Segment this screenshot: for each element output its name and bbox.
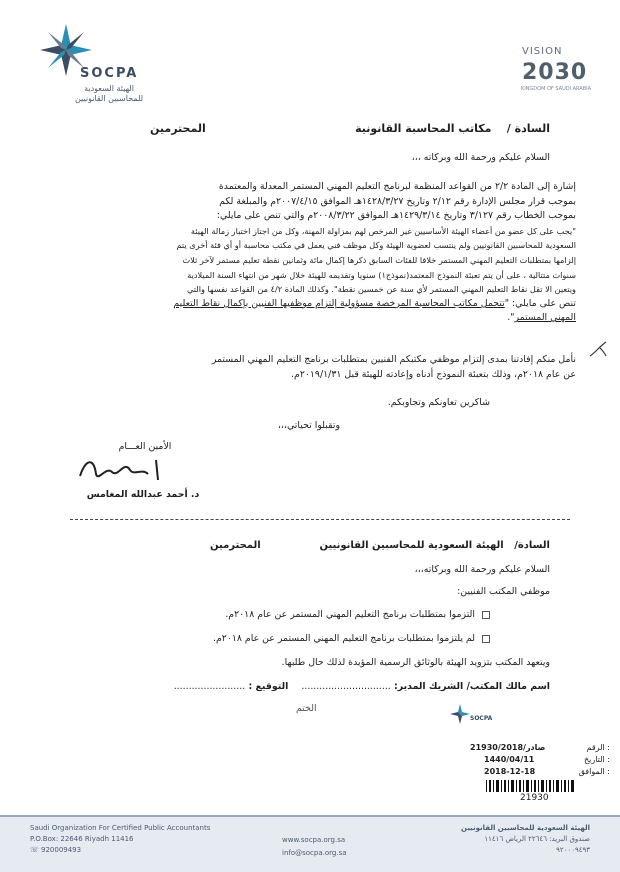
paragraph-line: [76, 311, 576, 326]
footer-org-ar: الهيئة السعودية للمحاسبين القانونيين: [461, 824, 590, 832]
form-option-not-complied: [70, 632, 490, 647]
letter-paragraph-1: [76, 180, 576, 326]
vision-subtitle: KINGDOM OF SAUDI ARABIA: [520, 86, 592, 92]
letter-greeting: السلام عليكم ورحمة الله وبركاته ،،،: [411, 152, 550, 163]
quote-close: ".: [507, 312, 515, 324]
option-not-complied-checkbox[interactable]: [482, 635, 490, 643]
paragraph-line: "يجب على كل عضو من أعضاء الهيئة الأساسيين غير المرخص لهم بمزاولة المهنة، وكل من اجتاز اختبار زمالة الهيئة: [190, 225, 576, 236]
form-greeting: السلام عليكم ورحمة الله وبركاته،،،: [414, 564, 550, 575]
letter-thanks: شاكرين تعاونكم وتجاوبكم.: [387, 397, 490, 408]
ref-corr-label: الموافق :: [578, 767, 610, 776]
footer-divider: [0, 815, 620, 817]
footer-contact-en: [30, 823, 210, 856]
paragraph-line: إشارة إلى المادة ٢/٢ من القواعد المنظمة لبرنامج التعليم المهني المستمر المعدلة والمعتمدة: [218, 181, 576, 192]
stamp-org: SOCPA: [470, 715, 493, 722]
org-name-en: SOCPA: [80, 66, 139, 81]
form-commitment: ويتعهد المكتب بتزويد الهيئة بالوثائق الرسمية المؤيدة لذلك حال طلبها.: [281, 657, 550, 668]
cut-line-divider: [70, 519, 570, 520]
addressee-prefix: السادة /: [506, 122, 550, 135]
footer-org-en: Saudi Organization For Certified Public Accountants: [30, 824, 211, 832]
option-complied-label: التزموا بمتطلبات برنامج التعليم المهني المستمر عن عام ٢٠١٨م.: [225, 609, 476, 620]
paragraph-line: [76, 297, 576, 312]
footer-web: [282, 834, 347, 860]
signer-title: الأمين العـــام: [118, 441, 172, 452]
footer-contact-ar: [461, 823, 590, 856]
ref-date-value: 1440/04/11: [484, 755, 535, 764]
option-complied-checkbox[interactable]: [482, 611, 490, 619]
option-not-complied-label: لم يلتزموا بمتطلبات برنامج التعليم المهني المستمر عن عام ٢٠١٨م.: [212, 633, 476, 644]
vision-year: 2030: [522, 60, 588, 85]
quote-underlined-end: المهني المستمر: [514, 312, 576, 324]
ref-number-label: الرقم :: [586, 743, 610, 752]
ref-date-label: التاريخ :: [583, 755, 610, 764]
form-addressee-name: الهيئة السعودية للمحاسبين القانونيين: [319, 540, 504, 551]
ref-corr-value: 2018-12-18: [484, 767, 536, 776]
footer-website-link[interactable]: www.socpa.org.sa: [282, 836, 346, 844]
letter-honorific: المحترمين: [150, 122, 206, 135]
form-addressee: [70, 540, 550, 551]
paragraph-line: بموجب الخطاب رقم ٣/١٢٧ وتاريخ ١٤٢٩/٣/١٤هـ الموافق ٢٠٠٨/٣/٢٢م والتي تنص على مايلي:: [216, 210, 576, 222]
form-staff-label: موظفي المكتب الفنيين:: [457, 586, 550, 597]
ref-corr-row: [470, 766, 610, 778]
vision-word: VISION: [522, 46, 563, 57]
ref-number-row: [470, 742, 610, 754]
footer-phone-number: 920009493: [41, 846, 82, 854]
paragraph-line: السعودية للمحاسبين القانونيين ولم ينتسب لعضوية الهيئة وكل موظف فني يعمل في مكتب محاسبة أو أي فئة أخرى يتم: [176, 240, 576, 251]
form-honorific: المحترمين: [210, 540, 261, 551]
footer-po-box-ar: صندوق البريد: ٢٢٦٤٦ الرياض ١١٤١٦: [484, 835, 590, 843]
signature-label: التوقيع :: [248, 681, 289, 692]
org-name-ar: الهيئة السعودية للمحاسبين القانونيين: [74, 84, 144, 103]
signature-scribble-icon: [72, 448, 172, 488]
form-owner-row: [70, 680, 550, 695]
owner-name-field[interactable]: ..............................: [301, 681, 391, 692]
phone-icon: ☏: [30, 846, 39, 854]
footer-email-link[interactable]: info@socpa.org.sa: [282, 849, 347, 857]
paragraph-line: سنوات متتالية ، على أن يتم تعبئة النموذج المعتمد(نموذج١) سنويا وتقديمه للهيئة خلال شهر من انتهاء السنة الميلادية: [187, 269, 576, 280]
letter-addressee: [70, 122, 550, 135]
paragraph-line: ويتعين الا تقل نقاط التعليم المهني المستمر لأي سنة عن خمسين نقطة". وكذلك المادة ٤/٢ من القواعد نفسها والتي: [186, 284, 576, 295]
signature-field[interactable]: ........................: [173, 681, 246, 692]
footer-phone-ar: ٩٢٠٠٠٩٤٩٣: [556, 846, 590, 854]
handwritten-mark-icon: [586, 338, 610, 362]
ref-number-value: 21930/2018/صادر: [470, 743, 546, 752]
footer-phone: [30, 845, 210, 856]
reference-block: [470, 742, 610, 778]
quote-underlined: تتحمل مكاتب المحاسبة المرخصة مسؤولية إلتزام موظفيها الفنيين بإكمال نقاط التعليم: [173, 297, 505, 309]
letter-closing: وتقبلوا تحياتي،،،: [277, 420, 340, 431]
seal-label: الختم: [296, 703, 317, 714]
letter-paragraph-2: [76, 353, 576, 382]
signer-name: د. أحمد عبدالله المغامس: [86, 489, 200, 500]
addressee-name: مكاتب المحاسبة القانونية: [355, 122, 492, 135]
form-option-complied: [70, 608, 490, 623]
form-addressee-prefix: السادة/: [514, 540, 550, 551]
footer-po-box-en: P.O.Box: 22646 Riyadh 11416: [30, 835, 134, 843]
barcode-number: 21930: [520, 793, 549, 803]
paragraph-line: عن عام ٢٠١٨م، وذلك بتعبئة النموذج أدناه وإعادته للهيئة قبل ٢٠١٩/١/٣١م.: [291, 368, 576, 380]
paragraph-line: بموجب قرار مجلس الإدارة رقم ٢/١٢ وتاريخ ١٤٢٨/٣/٢٧هـ الموافق ٢٠٠٧/٤/١٥م والمبلغة لكم: [219, 195, 576, 207]
paragraph-line: إلزامها بمتطلبات التعليم المهني المستمر خلافا للفئات السابق ذكرها إكمال مائة وثمانين نقطة تعليم مستمر لآخر ثلاث: [182, 254, 576, 265]
owner-label: اسم مالك المكتب/ الشريك المدير:: [394, 681, 550, 692]
ref-date-row: [470, 754, 610, 766]
quote-intro: تنص على مايلي: ": [504, 297, 576, 309]
barcode-icon: [486, 780, 576, 792]
paragraph-line: نأمل منكم إفادتنا بمدى إلتزام موظفي مكتبكم الفنيين بمتطلبات برنامج التعليم المهني المستمر: [211, 354, 576, 365]
